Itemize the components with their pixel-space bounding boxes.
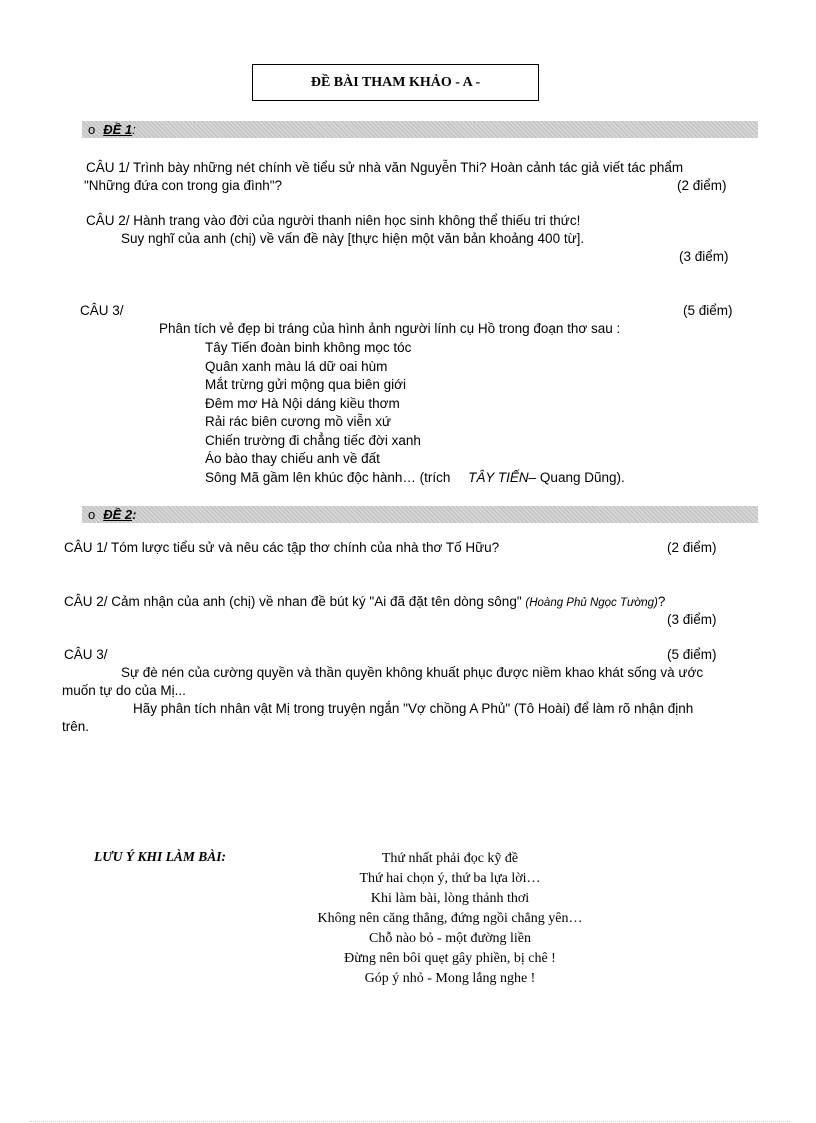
note-line: Góp ý nhỏ - Mong lắng nghe ! bbox=[364, 971, 536, 986]
poem-last-line: Sông Mã gầm lên khúc độc hành… (trích TÂY TIẾN– Quang Dũng). bbox=[205, 469, 625, 485]
bullet-icon: o bbox=[88, 507, 96, 522]
poem-line: Mắt trừng gửi mộng qua biên giới bbox=[205, 377, 407, 392]
de1-cau3-prompt: Phân tích vẻ đẹp bi tráng của hình ảnh người lính cụ Hồ trong đoạn thơ sau : bbox=[159, 321, 621, 336]
poem-line: Áo bào thay chiếu anh về đất bbox=[205, 451, 380, 466]
de2-cau2-points: (3 điểm) bbox=[667, 612, 717, 627]
note-line: Chỗ nào bỏ - một đường liền bbox=[369, 931, 531, 946]
de2-cau3-line4: trên. bbox=[62, 719, 90, 734]
note-line: Thứ hai chọn ý, thứ ba lựa lời… bbox=[359, 871, 541, 886]
poem-source-title: TÂY TIẾN bbox=[468, 469, 529, 485]
bullet-icon: o bbox=[88, 122, 96, 137]
de2-cau2-text: CÂU 2/ Cảm nhận của anh (chị) về nhan đề bút ký "Ai đã đặt tên dòng sông" (Hoàng Phủ Ngọc Tường)? bbox=[64, 594, 666, 609]
note-verse bbox=[300, 849, 600, 989]
de1-cau2-line2: Suy nghĩ của anh (chị) về vấn đề này [thực hiện một văn bản khoảng 400 từ]. bbox=[121, 231, 585, 246]
de2-cau2-author: (Hoàng Phủ Ngọc Tường) bbox=[525, 597, 658, 609]
poem-line: Rải rác biên cương mồ viễn xứ bbox=[205, 414, 392, 429]
de2-cau1-points: (2 điểm) bbox=[667, 540, 717, 555]
de1-cau3-label: CÂU 3/ bbox=[80, 303, 124, 318]
page-title: ĐỀ BÀI THAM KHẢO - A - bbox=[252, 64, 539, 101]
de2-cau3-points: (5 điểm) bbox=[667, 647, 717, 662]
poem bbox=[205, 339, 625, 487]
section-label-de1: o ĐỀ 1: bbox=[88, 122, 136, 137]
de2-cau3-line3: Hãy phân tích nhân vật Mị trong truyện ngắn "Vợ chồng A Phủ" (Tô Hoài) để làm rõ nhận định bbox=[133, 701, 694, 716]
de1-cau2-points: (3 điểm) bbox=[679, 249, 729, 264]
poem-line: Chiến trường đi chẳng tiếc đời xanh bbox=[205, 432, 421, 448]
page-bottom-divider bbox=[30, 1121, 790, 1122]
note-heading: LƯU Ý KHI LÀM BÀI: bbox=[94, 849, 226, 864]
poem-line: Tây Tiến đoàn binh không mọc tóc bbox=[205, 340, 412, 355]
note-line: Đừng nên bôi quẹt gây phiền, bị chê ! bbox=[344, 951, 556, 966]
note-line: Khi làm bài, lòng thảnh thơi bbox=[370, 891, 530, 906]
de1-cau1-points: (2 điểm) bbox=[677, 178, 727, 193]
section-band-de2 bbox=[82, 506, 758, 523]
poem-line: Quân xanh màu lá dữ oai hùm bbox=[205, 358, 388, 374]
poem-source-author: – Quang Dũng). bbox=[528, 469, 625, 485]
de2-cau3-label: CÂU 3/ bbox=[64, 647, 108, 662]
de1-cau1-line2: "Những đứa con trong gia đình"? bbox=[84, 178, 283, 193]
de2-cau3-line1: Sự đè nén của cường quyền và thần quyền không khuất phục được niềm khao khát sống và ước bbox=[121, 665, 704, 680]
de1-cau1-line1: CÂU 1/ Trình bày những nét chính về tiểu sử nhà văn Nguyễn Thi? Hoàn cảnh tác giả viết tác phẩm bbox=[86, 160, 684, 175]
note-line: Thứ nhất phải đọc kỹ đề bbox=[381, 851, 519, 866]
note-line: Không nên căng thẳng, đứng ngồi chẳng yên… bbox=[317, 911, 583, 926]
de1-cau2-line1: CÂU 2/ Hành trang vào đời của người thanh niên học sinh không thể thiếu tri thức! bbox=[86, 213, 581, 228]
section-label-de2: o ĐỀ 2: bbox=[88, 507, 137, 522]
de2-cau1-text: CÂU 1/ Tóm lược tiểu sử và nêu các tập thơ chính của nhà thơ Tố Hữu? bbox=[64, 540, 500, 555]
section-band-de1 bbox=[82, 121, 758, 138]
de2-cau3-line2: muốn tự do của Mị... bbox=[62, 683, 186, 698]
de1-cau3-points: (5 điểm) bbox=[683, 303, 733, 318]
poem-line: Đêm mơ Hà Nội dáng kiều thơm bbox=[205, 395, 400, 411]
